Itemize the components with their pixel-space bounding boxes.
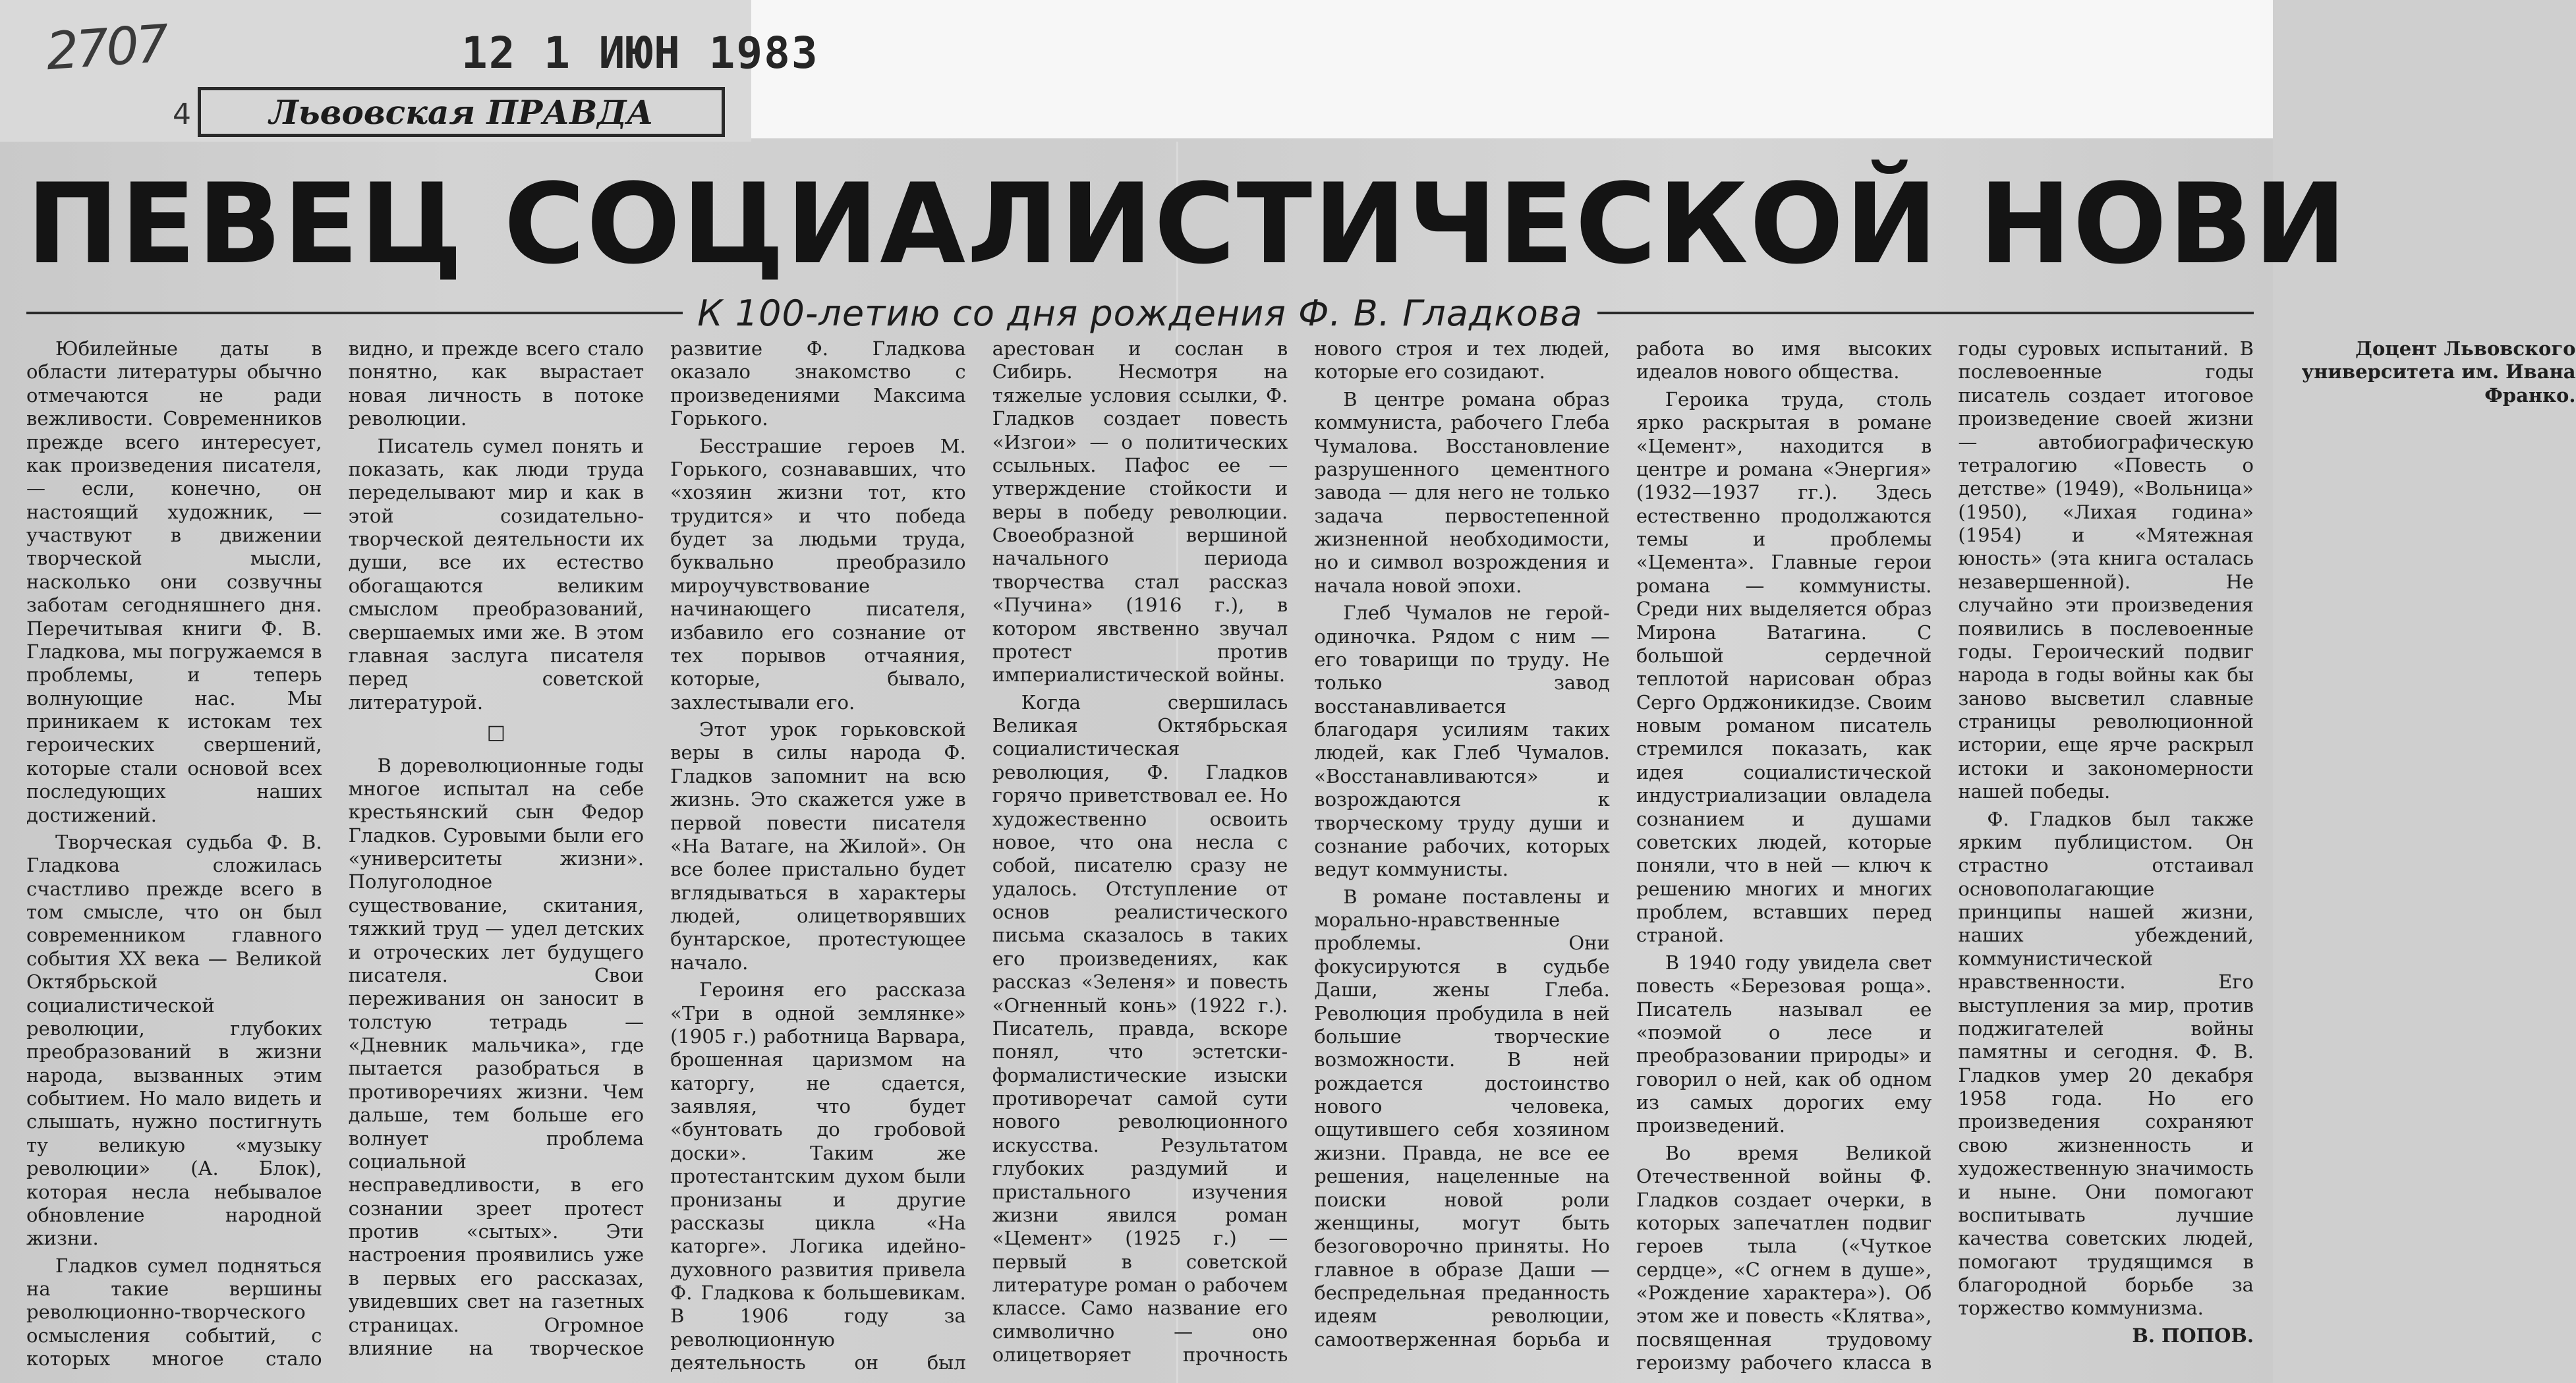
subtitle-rule-left [26,312,683,314]
subtitle-rule-right [1597,312,2254,314]
paragraph: Бесстрашие героев М. Горького, сознававших, что «хозяин жизни тот, кто трудится» и что победа будет за людьми труда, буквально преобразило мироучувствование начинающего писателя, избавило его сознание от тех порывов отчаяния, которые, бывало, захлестывали его. [670,434,966,714]
paragraph: Гладков сумел подняться на такие вершины революционно-творческого осмысления событий, с которых многое стало видно, и прежде всего стало понятно, как вырастает новая личность в потоке революции. [26,337,644,1370]
section-separator: □ [486,721,506,744]
date-stamp: 12 1 ИЮН 1983 [461,28,819,78]
paragraph: Когда свершилась Великая Октябрьская социалистическая революция, Ф. Гладков горячо приветствовал ее. Но художественно освоить новое, что она несла с собой, писателю сразу не удалось. Отступление от основ реалистического письма сказалось в таких его произведениях, как рассказ «Зеленя» и повесть «Огненный конь» (1922 г.). Писатель, правда, вскоре понял, что эстетски-формалистические изыски противоречат самой сути нового революционного искусства. Результатом глубоких раздумий и пристального изучения жизни явился роман «Цемент» (1925 г.) — первый в советской литературе роман о рабочем классе. Само название его символично — оно олицетворяет прочность нового строя и тех людей, которые его созидают. [992,337,1610,1367]
article-body [26,337,2576,1375]
newspaper-masthead: Львовская ПРАВДА [198,87,725,137]
page-number: 4 [173,98,191,131]
paragraph: В 1940 году увидела свет повесть «Березовая роща». Писатель называл ее «поэмой о лесе и преобразовании природы» и говорил о ней, как об одном из самых дорогих ему произведений. [1636,951,1932,1137]
paragraph: Юбилейные даты в области литературы обычно отмечаются не ради вежливости. Современников прежде всего интересует, как произведения писателя, — если, конечно, он настоящий художник, — участвуют в движении творческой мысли, насколько они созвучны заботам сегодняшнего дня. Перечитывая книги Ф. В. Гладкова, мы погружаемся в проблемы, и теперь волнующие нас. Мы приникаем к истокам тех героических свершений, которые стали основой всех последующих наших достижений. [26,337,322,826]
paragraph: Героиня его рассказа «Три в одной землянке» (1905 г.) работница Варвара, брошенная царизмом на каторгу, не сдается, заявляя, что будет «бунтовать до гробовой доски». Таким же протестантским духом были пронизаны и другие рассказы цикла «На каторге». Логика идейно-духовного развития привела Ф. Гладкова к большевикам. В 1906 году за революционную деятельность он был арестован и сослан в Сибирь. Несмотря на тяжелые условия ссылки, Ф. Гладков создает повесть «Изгои» — о политических ссыльных. Пафос ее — утверждение стойкости и веры в победу революции. Своеобразной вершиной начального периода творчества стал рассказ «Пучина» (1916 г.), в котором явственно звучал протест против империалистической войны. [670,337,1288,1374]
subtitle-row [26,290,2254,336]
paragraph: Глеб Чумалов не герой-одиночка. Рядом с ним — его товарищи по труду. Не только завод восстанавливается благодаря усилиям таких людей, как Глеб Чумалов. «Восстанавливаются» и возрождаются к творческому труду души и сознание рабочих, которых ведут коммунисты. [1314,602,1610,881]
paragraph: В центре романа образ коммуниста, рабочего Глеба Чумалова. Восстановление разрушенного цементного завода — для него не только задача первостепенной жизненной необходимости, но и символ возрождения и начала новой эпохи. [1314,387,1610,597]
paragraph: Творческая судьба Ф. В. Гладкова сложилась счастливо прежде всего в том смысле, что он был современником главного события XX века — Великой Октябрьской социалистической революции, глубоких преобразований в жизни народа, вызванных этим событием. Но мало видеть и слышать, нужно постигнуть ту великую «музыку революции» (А. Блок), которая несла небывалое обновление народной жизни. [26,830,322,1250]
paragraph: Писатель сумел понять и показать, как люди труда переделывают мир и как в этой созидательно-творческой деятельности их души, все их естество обогащаются великим смыслом преобразований, свершаемых ими же. В этом главная заслуга писателя перед советской литературой. [348,434,644,714]
archive-number: 2707 [44,14,169,82]
article-subtitle: К 100-летию со дня рождения Ф. В. Гладкова [697,292,1583,334]
paragraph: В дореволюционные годы многое испытал на себе крестьянский сын Федор Гладков. Суровыми были его «университеты жизни». Полуголодное существование, скитания, тяжкий труд — удел детских и отроческих лет будущего писателя. Свои переживания он заносит в толстую тетрадь — «Дневник мальчика», где пытается разобраться в противоречиях жизни. Чем дальше, тем больше его волнует проблема социальной несправедливости, в его сознании зреет протест против «сытых». Эти настроения проявились уже в первых его рассказах, увидевших свет на газетных страницах. Огромное влияние на творческое развитие Ф. Гладкова оказало знакомство с произведениями Максима Горького. [348,337,966,1359]
blank-margin [751,0,2273,138]
author-name: В. ПОПОВ. [2132,1324,2254,1347]
paragraph: В романе поставлены и морально-нравственные проблемы. Они фокусируются в судьбе Даши, жены Глеба. Революция пробудила в ней большие творческие возможности. В ней рождается достоинство нового человека, ощутившего себя хозяином жизни. Правда, не все ее решения, нацеленные на поиски новой роли женщины, могут быть безоговорочно приняты. Но главное в образе Даши — беспредельная преданность идеям революции, самоотверженная борьба и работа во имя высоких идеалов нового общества. [1314,337,1932,1351]
author-position: Доцент Львовского университета им. Ивана Франко. [2301,337,2576,407]
paragraph: Этот урок горьковской веры в силы народа Ф. Гладков запомнит на всю жизнь. Это скажется уже в первой повести писателя «На Ватаге, на Жилой». Он все более пристально будет вглядываться в характеры людей, олицетворявших бунтарское, протестующее начало. [670,718,966,974]
paragraph: Ф. Гладков был также ярким публицистом. Он страстно отстаивал основополагающие принципы нашей жизни, наших убеждений, коммунистической нравственности. Его выступления за мир, против поджигателей войны памятны и сегодня. Ф. В. Гладков умер 20 декабря 1958 года. Но его произведения сохраняют свою жизненность и художественную значимость и ныне. Они помогают воспитывать лучшие качества советских людей, помогают трудящимся в благородной борьбе за торжество коммунизма. [1958,807,2254,1320]
paragraph: Героика труда, столь ярко раскрытая в романе «Цемент», находится в центре и романа «Энергия» (1932—1937 гг.). Здесь естественно продолжаются темы и проблемы «Цемента». Главные герои романа — коммунисты. Среди них выделяется образ Мирона Ватагина. С большой сердечной теплотой нарисован образ Серго Орджоникидзе. Своим новым романом писатель стремился показать, как идея социалистической индустриализации овладела сознанием и душами советских людей, которые поняли, что в ней — ключ к решению многих и многих проблем, вставших перед страной. [1636,387,1932,947]
paragraph: Во время Великой Отечественной войны Ф. Гладков создает очерки, в которых запечатлен подвиг героев тыла («Чуткое сердце», «С огнем в душе», «Рождение характера»). Об этом же и повесть «Клятва», посвященная трудовому героизму рабочего класса в годы суровых испытаний. В послевоенные годы писатель создает итоговое произведение своей жизни — автобиографическую тетралогию «Повесть о детстве» (1949), «Вольница» (1950), «Лихая година» (1954) и «Мятежная юность» (эта книга осталась незавершенной). Не случайно эти произведения появились в послевоенные годы. Героический подвиг народа в годы войны как бы заново высветил славные страницы революционной истории, еще ярче раскрыл истоки и закономерности нашей победы. [1636,337,2254,1374]
article-headline: ПЕВЕЦ СОЦИАЛИСТИЧЕСКОЙ НОВИ [26,159,2348,289]
